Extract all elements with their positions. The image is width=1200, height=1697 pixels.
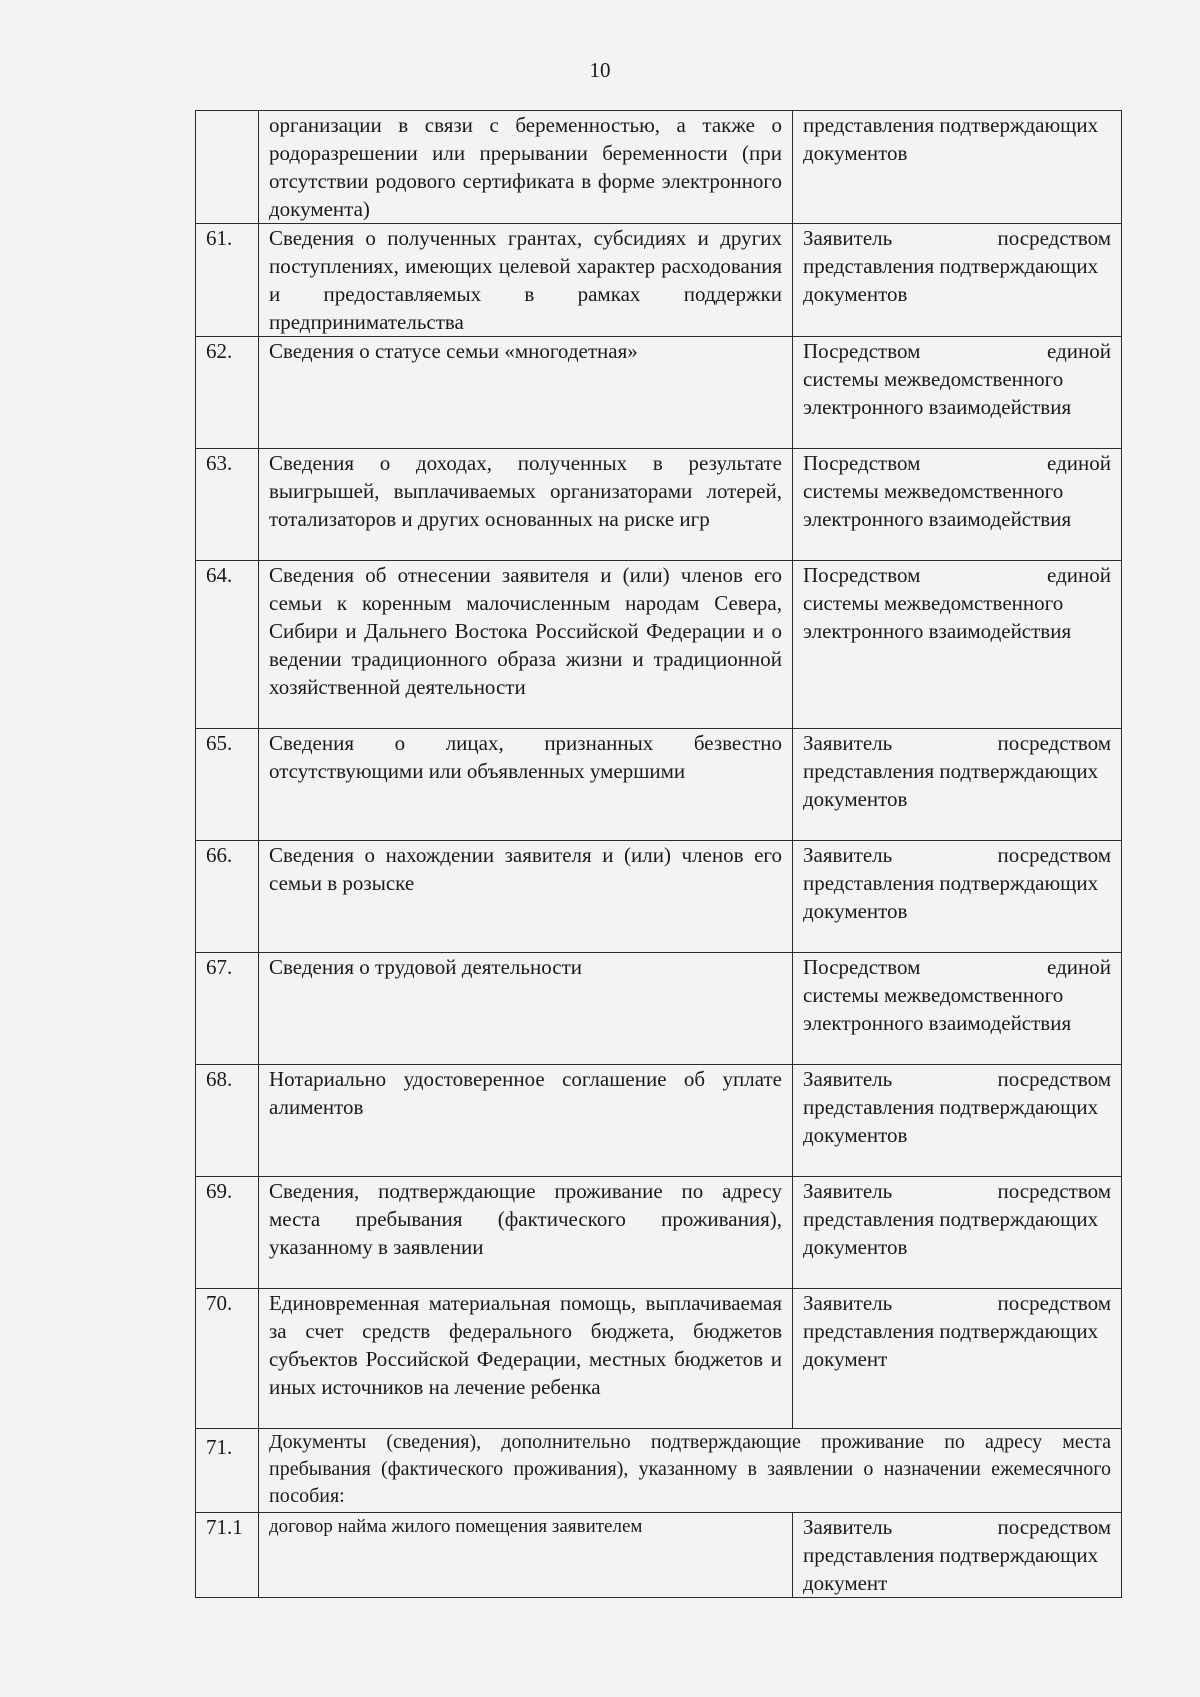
row-source-first-line: Заявитель посредством [803,731,1111,755]
row-number: 66. [196,841,259,953]
row-source [793,224,1122,337]
row-number: 71.1 [196,1513,259,1598]
row-source-rest: системы межведомственного электронного взаимодействия [803,367,1072,419]
row-source-rest: системы межведомственного электронного взаимодействия [803,591,1072,643]
row-source-first-line: Заявитель посредством [803,1515,1111,1539]
row-number: 65. [196,729,259,841]
documents-table [195,110,1122,1598]
row-source-rest: представления подтверждающих документов [803,871,1099,923]
row-source [793,841,1122,953]
row-source [793,337,1122,449]
row-number: 63. [196,449,259,561]
row-source [793,1065,1122,1177]
table-row [196,953,1122,1065]
table-row [196,1513,1122,1598]
row-source: представления подтверждающих документов [793,111,1122,224]
row-description: Сведения об отнесении заявителя и (или) членов его семьи к коренным малочисленным народам Севера, Сибири и Дальнего Востока Российской Федерации и о ведении традиционного образа жизни и традиционной хозяйственной деятельности [259,561,793,729]
row-number [196,111,259,224]
row-description: Сведения, подтверждающие проживание по адресу места пребывания (фактического проживания), указанному в заявлении [259,1177,793,1289]
row-source [793,1177,1122,1289]
row-source-first-line: Заявитель посредством [803,226,1111,250]
row-source-first-line: Заявитель посредством [803,1067,1111,1091]
row-source-rest: представления подтверждающих документов [803,1095,1099,1147]
row-number: 71. [196,1429,259,1513]
row-source [793,729,1122,841]
row-description: Сведения о полученных грантах, субсидиях и других поступлениях, имеющих целевой характер расходования и предоставляемых в рамках поддержки предпринимательства [259,224,793,337]
table-row [196,1429,1122,1513]
row-description: Единовременная материальная помощь, выплачиваемая за счет средств федерального бюджета, бюджетов субъектов Российской Федерации, местных бюджетов и иных источников на лечение ребенка [259,1289,793,1429]
table-row [196,729,1122,841]
row-merged-description: Документы (сведения), дополнительно подтверждающие проживание по адресу места пребывания (фактического проживания), указанному в заявлении о назначении ежемесячного пособия: [259,1429,1122,1513]
table-row [196,561,1122,729]
row-source [793,1513,1122,1598]
table-row [196,1065,1122,1177]
row-description: Сведения о нахождении заявителя и (или) членов его семьи в розыске [259,841,793,953]
row-source [793,561,1122,729]
row-source-rest: представления подтверждающих документов [803,1207,1099,1259]
row-number: 64. [196,561,259,729]
table-row [196,224,1122,337]
row-source-first-line: Заявитель посредством [803,843,1111,867]
row-description: договор найма жилого помещения заявителем [259,1513,793,1598]
row-description: организации в связи с беременностью, а также о родоразрешении или прерывании беременности (при отсутствии родового сертификата в форме электронного документа) [259,111,793,224]
table-row [196,449,1122,561]
row-number: 67. [196,953,259,1065]
row-source [793,1289,1122,1429]
row-source-rest: представления подтверждающих документов [803,759,1099,811]
row-description: Сведения о лицах, признанных безвестно отсутствующими или объявленных умершими [259,729,793,841]
row-number: 69. [196,1177,259,1289]
row-number: 62. [196,337,259,449]
row-source-rest: представления подтверждающих документ [803,1319,1099,1371]
table-row [196,337,1122,449]
row-source-rest: системы межведомственного электронного взаимодействия [803,983,1072,1035]
table-row [196,1289,1122,1429]
table-row [196,1177,1122,1289]
table-row [196,111,1122,224]
row-source-rest: представления подтверждающих документов [803,254,1099,306]
row-description: Сведения о статусе семьи «многодетная» [259,337,793,449]
row-source-rest: системы межведомственного электронного взаимодействия [803,479,1072,531]
row-source [793,449,1122,561]
row-number: 61. [196,224,259,337]
row-source-first-line: Посредством единой [803,339,1111,363]
row-source-first-line: Посредством единой [803,563,1111,587]
row-source-first-line: Заявитель посредством [803,1179,1111,1203]
page-number: 10 [589,58,611,82]
row-description: Сведения о трудовой деятельности [259,953,793,1065]
row-source [793,953,1122,1065]
row-source-first-line: Посредством единой [803,451,1111,475]
row-number: 68. [196,1065,259,1177]
row-number: 70. [196,1289,259,1429]
table-row [196,841,1122,953]
row-source-rest: представления подтверждающих документ [803,1543,1099,1595]
row-description: Нотариально удостоверенное соглашение об уплате алиментов [259,1065,793,1177]
row-description: Сведения о доходах, полученных в результате выигрышей, выплачиваемых организаторами лотерей, тотализаторов и других основанных на риске игр [259,449,793,561]
row-source-first-line: Посредством единой [803,955,1111,979]
row-source-first-line: Заявитель посредством [803,1291,1111,1315]
